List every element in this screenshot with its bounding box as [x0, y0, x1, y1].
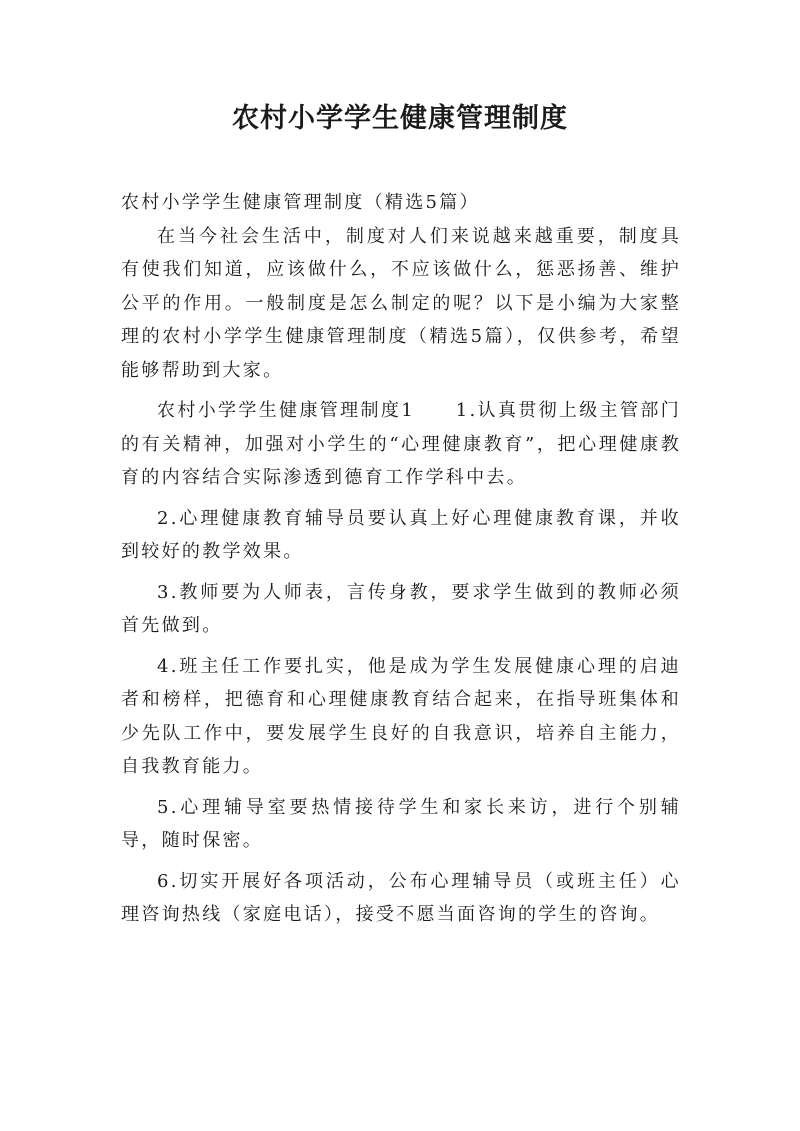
section-1-item-1-paragraph: 农村小学学生健康管理制度1 1.认真贯彻上级主管部门的有关精神，加强对小学生的“心理健康教育”，把心理健康教育的内容结合实际渗透到德育工作学科中去。 [121, 400, 681, 488]
document-body [121, 186, 681, 932]
item-4-paragraph: 4.班主任工作要扎实，他是成为学生发展健康心理的启迪者和榜样，把德育和心理健康教育结合起来，在指导班集体和少先队工作中，要发展学生良好的自我意识，培养自主能力，自我教育能力。 [121, 655, 681, 777]
item-3-paragraph: 3.教师要为人师表，言传身教，要求学生做到的教师必须首先做到。 [121, 581, 681, 636]
item-5-paragraph: 5.心理辅导室要热情接待学生和家长来访，进行个别辅导，随时保密。 [121, 796, 681, 851]
intro-paragraph: 在当今社会生活中，制度对人们来说越来越重要，制度具有使我们知道，应该做什么，不应该做什么，惩恶扬善、维护公平的作用。一般制度是怎么制定的呢？以下是小编为大家整理的农村小学学生健康管理制度（精选5篇），仅供参考，希望能够帮助到大家。 [121, 225, 681, 381]
item-2-paragraph: 2.心理健康教育辅导员要认真上好心理健康教育课，并收到较好的教学效果。 [121, 507, 681, 562]
item-6-paragraph: 6.切实开展好各项活动，公布心理辅导员（或班主任）心理咨询热线（家庭电话），接受不愿当面咨询的学生的咨询。 [121, 870, 681, 925]
subtitle-paragraph: 农村小学学生健康管理制度（精选5篇） [121, 192, 480, 213]
document-title: 农村小学学生健康管理制度 [232, 103, 568, 134]
